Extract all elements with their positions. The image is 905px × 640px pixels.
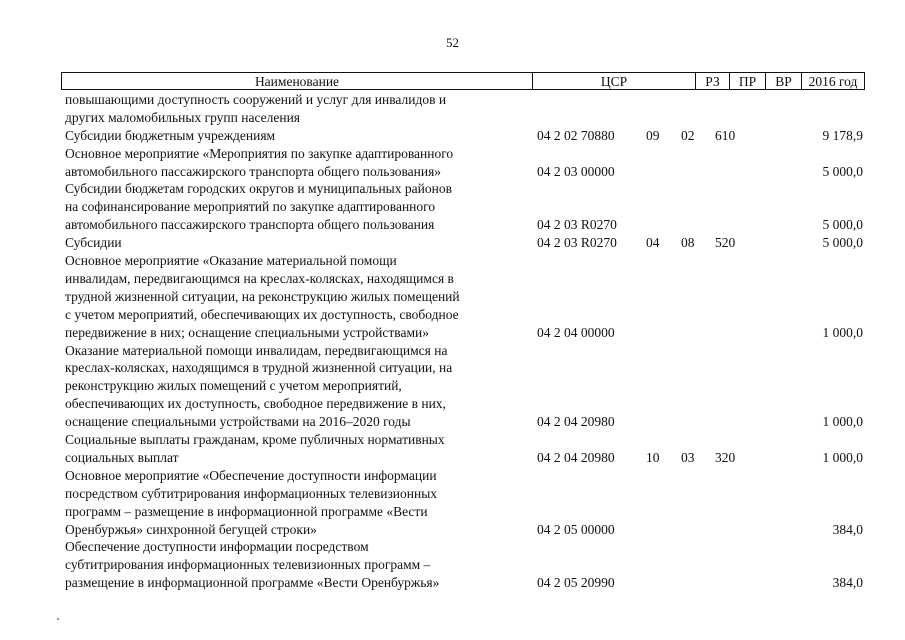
row-rz: 09 [646,127,660,143]
table-row [0,467,905,539]
scan-speck [57,618,59,620]
row-name [65,252,525,342]
row-name-line: Основное мероприятие «Оказание материальной помощи [65,253,397,269]
header-csr: ЦСР [533,73,696,89]
row-pr: 08 [681,235,695,251]
row-vr: 610 [715,127,736,143]
row-csr: 04 2 05 20990 [537,575,615,591]
row-name-line: посредством субтитрирования информационных телевизионных [65,485,438,501]
row-name-line: на софинансирование мероприятий по закупке адаптированного [65,199,436,215]
row-name-line: Оренбуржья» синхронной бегущей строки» [65,521,317,537]
row-name-line: автомобильного пассажирского транспорта общего пользования» [65,163,442,179]
row-name-line: Основное мероприятие «Обеспечение доступности информации [65,467,437,483]
table-body [0,91,905,592]
table-row [0,431,905,467]
row-name-line: программ – размещение в информационной программе «Вести [65,503,428,519]
table-row [0,234,905,252]
row-rz: 10 [646,449,660,465]
header-year: 2016 год [808,74,858,89]
table-row [0,145,905,181]
row-name-line: Субсидии бюджетным учреждениям [65,127,276,143]
row-amount: 9 178,9 [822,127,863,143]
row-name-line: повышающими доступность сооружений и услуг для инвалидов и [65,92,447,107]
row-name-line: с учетом мероприятий, обеспечивающих их доступность, свободное [65,306,459,322]
row-name-line: реконструкцию жилых помещений с учетом мероприятий, [65,378,402,394]
row-csr: 04 2 03 R0270 [537,217,617,233]
row-amount: 5 000,0 [822,163,863,179]
row-name [65,91,525,127]
row-name [65,538,525,592]
row-name [65,342,525,432]
row-amount: 5 000,0 [822,235,863,251]
row-amount: 1 000,0 [822,324,863,340]
header-name: Наименование [62,73,533,89]
row-csr: 04 2 03 R0270 [537,235,617,251]
row-pr: 02 [681,127,695,143]
table-row [0,538,905,592]
row-name-line: других маломобильных групп населения [65,109,301,125]
row-pr: 03 [681,449,695,465]
row-amount: 5 000,0 [822,217,863,233]
row-name [65,127,525,145]
row-vr: 520 [715,235,736,251]
table-row [0,342,905,432]
row-csr: 04 2 04 20980 [537,414,615,430]
row-amount: 1 000,0 [822,414,863,430]
row-name [65,467,525,539]
row-name-line: инвалидам, передвигающимся на креслах-колясках, находящимся в [65,270,454,286]
row-name-line: трудной жизненной ситуации, на реконструкцию жилых помещений [65,288,460,304]
row-name [65,145,525,181]
row-name-line: Субсидии [65,235,122,251]
row-amount: 384,0 [832,575,863,591]
row-name [65,234,525,252]
header-vr: ВР [766,73,802,89]
row-amount: 384,0 [832,521,863,537]
table-row [0,180,905,234]
row-name-line: Социальные выплаты гражданам, кроме публичных нормативных [65,432,445,448]
row-csr: 04 2 02 70880 [537,127,615,143]
row-name-line: субтитрирования информационных телевизионных программ – [65,557,431,573]
header-pr: ПР [730,73,766,89]
row-name-line: размещение в информационной программе «Вести Оренбуржья» [65,575,440,591]
row-csr: 04 2 04 20980 [537,449,615,465]
page-number: 52 [446,35,459,50]
row-csr: 04 2 05 00000 [537,521,615,537]
row-name-line: креслах-колясках, находящимся в трудной жизненной ситуации, на [65,360,453,376]
table-header [61,72,865,90]
row-name-line: социальных выплат [65,449,179,465]
row-rz: 04 [646,235,660,251]
row-name-line: передвижение в них; оснащение специальными устройствами» [65,324,430,340]
table-row [0,91,905,127]
row-name-line: оснащение специальными устройствами на 2016–2020 годы [65,414,411,430]
row-csr: 04 2 03 00000 [537,163,615,179]
row-amount: 1 000,0 [822,449,863,465]
row-name-line: Оказание материальной помощи инвалидам, передвигающимся на [65,342,448,358]
row-name-line: Обеспечение доступности информации посредством [65,539,369,555]
row-vr: 320 [715,449,736,465]
row-name [65,180,525,234]
table-row [0,252,905,342]
row-name-line: Субсидии бюджетам городских округов и муниципальных районов [65,181,452,197]
row-name-line: обеспечивающих их доступность, свободное передвижение в них, [65,396,446,412]
row-name [65,431,525,467]
header-rz: РЗ [696,73,730,89]
row-name-line: Основное мероприятие «Мероприятия по закупке адаптированного [65,145,454,161]
table-row [0,127,905,145]
row-name-line: автомобильного пассажирского транспорта общего пользования [65,217,435,233]
row-csr: 04 2 04 00000 [537,324,615,340]
